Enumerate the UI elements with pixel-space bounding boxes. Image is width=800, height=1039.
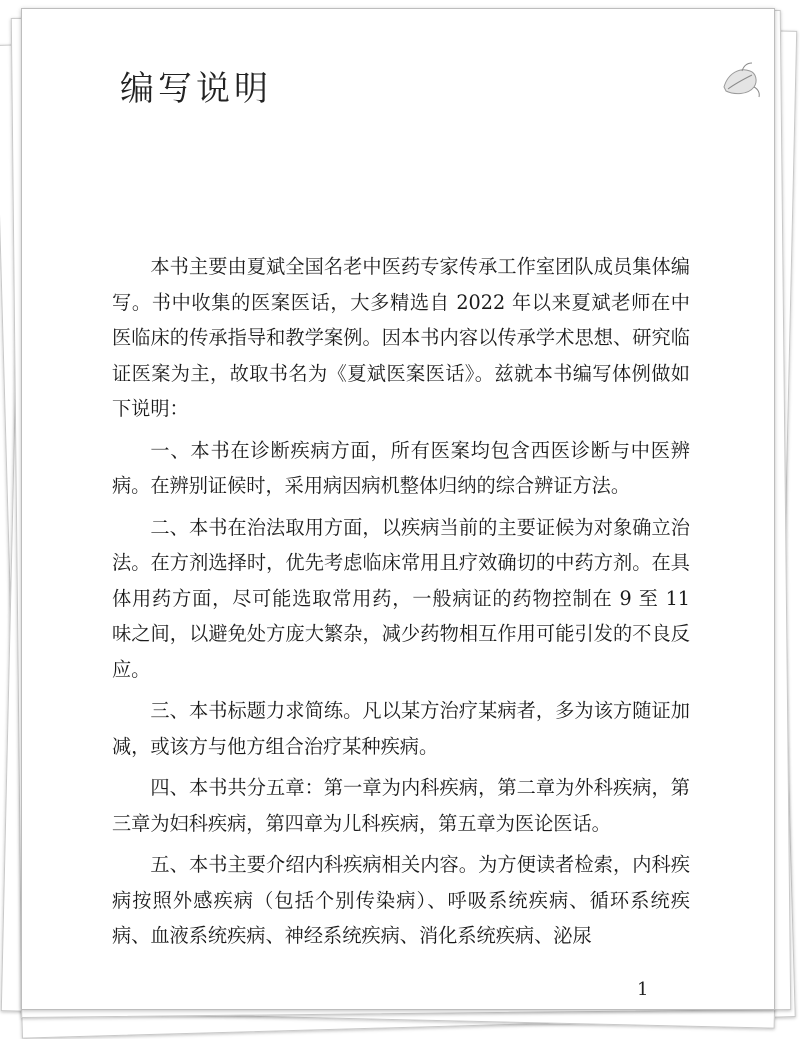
rule-paragraph-4: 四、本书共分五章：第一章为内科疾病，第二章为外科疾病，第三章为妇科疾病，第四章为儿科疾病，第五章为医论医话。 [112,776,690,835]
body-text [112,249,690,960]
document-page [21,8,775,1010]
rule-paragraph-2: 二、本书在治法取用方面，以疾病当前的主要证候为对象确立治法。在方剂选择时，优先考虑临床常用且疗效确切的中药方剂。在具体用药方面，尽可能选取常用药，一般病证的药物控制在 9 至 11 味之间，以避免处方庞大繁杂，减少药物相互作用可能引发的不良反应。 [112,515,690,681]
page-title: 编写说明 [120,69,272,109]
page-number: 1 [637,979,649,1000]
rule-paragraph-3: 三、本书标题力求简练。凡以某方治疗某病者，多为该方随证加减，或该方与他方组合治疗某种疾病。 [112,699,690,758]
rule-paragraph-5: 五、本书主要介绍内科疾病相关内容。为方便读者检索，内科疾病按照外感疾病（包括个别传染病）、呼吸系统疾病、循环系统疾病、血液系统疾病、神经系统疾病、消化系统疾病、泌尿 [112,853,690,947]
intro-paragraph: 本书主要由夏斌全国名老中医药专家传承工作室团队成员集体编写。书中收集的医案医话，大多精选自 2022 年以来夏斌老师在中医临床的传承指导和教学案例。因本书内容以传承学术思想、研究临证医案为主，故取书名为《夏斌医案医话》。兹就本书编写体例做如下说明： [112,255,690,420]
rule-paragraph-1: 一、本书在诊断疾病方面，所有医案均包含西医诊断与中医辨病。在辨别证候时，采用病因病机整体归纳的综合辨证方法。 [112,438,690,497]
leaf-sketch-icon [718,57,764,103]
